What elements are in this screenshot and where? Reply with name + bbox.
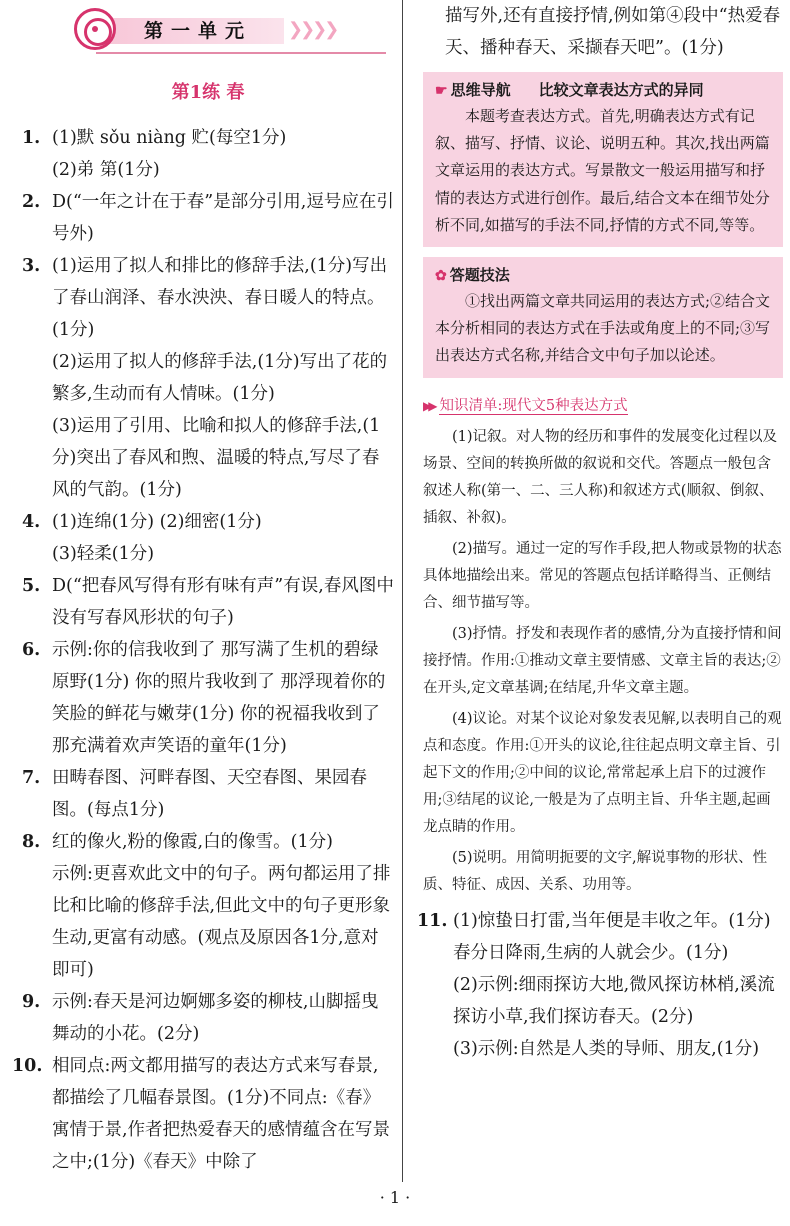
page-number: · 1 · <box>379 1188 411 1207</box>
knowledge-para: (5)说明。用简明扼要的文字,解说事物的形状、性质、特征、成因、关系、功用等。 <box>423 849 768 893</box>
double-arrow-icon: ▶▶ <box>423 398 434 413</box>
knowledge-header <box>423 394 783 418</box>
item-number: 1. <box>22 128 41 148</box>
item-number: 3. <box>22 256 41 276</box>
left-column <box>12 0 394 1178</box>
thinking-header <box>435 78 771 103</box>
thinking-topic: 比较文章表达方式的异同 <box>538 81 704 99</box>
right-column <box>417 0 783 1065</box>
item-number: 11. <box>417 910 448 931</box>
item-number: 9. <box>22 992 41 1012</box>
item-number: 8. <box>22 832 41 852</box>
item-line: (2)示例:细雨探访大地,微风探访林梢,溪流探访小草,我们探访春天。(2分) <box>453 974 775 1027</box>
item-line: 红的像火,粉的像霞,白的像雪。(1分) <box>52 832 333 852</box>
lesson-title: 第1练 春 <box>171 82 245 103</box>
knowledge-para: (1)记叙。对人物的经历和事件的发展变化过程以及场景、空间的转换所做的叙说和交代。答题点一般包含叙述人称(第一、二、三人称)和叙述方式(顺叙、倒叙、插叙、补叙)。 <box>423 428 778 526</box>
answer-item-1 <box>22 122 394 186</box>
answer-item-3 <box>22 250 394 506</box>
item-number: 6. <box>22 640 41 660</box>
target-icon <box>74 8 116 50</box>
unit-title: 第一单元 <box>144 20 253 42</box>
thinking-label: 思维导航 <box>450 81 511 99</box>
chevrons-icon: ❯❯❯❯ <box>288 19 337 40</box>
item-number: 5. <box>22 576 41 596</box>
item-line: 示例:更喜欢此文中的句子。两句都运用了排比和比喻的修辞手法,但此文中的句子更形象生动,更富有动感。(观点及原因各1分,意对即可) <box>52 864 391 980</box>
item-line: (2)弟 第(1分) <box>52 160 160 180</box>
unit-banner <box>74 8 394 60</box>
answer-item-5 <box>22 570 394 634</box>
technique-box <box>423 257 783 378</box>
answer-item-10 <box>12 1050 394 1178</box>
item-line: (3)运用了引用、比喻和拟人的修辞手法,(1分)突出了春风和煦、温暖的特点,写尽了春风的气韵。(1分) <box>52 416 381 500</box>
answer-item-11 <box>417 905 783 1065</box>
banner-underline <box>96 52 386 54</box>
answer-item-2 <box>22 186 394 250</box>
item-line: 示例:春天是河边婀娜多姿的柳枝,山脚摇曳舞动的小花。(2分) <box>52 992 379 1044</box>
answer-item-7 <box>22 762 394 826</box>
knowledge-list <box>423 424 783 899</box>
knowledge-title: 知识清单:现代文5种表达方式 <box>439 397 628 414</box>
item-line: (3)轻柔(1分) <box>52 544 155 564</box>
item-line: (1)默 sǒu niàng 贮(每空1分) <box>52 128 287 148</box>
column-divider <box>402 0 403 1182</box>
answer-item-9 <box>22 986 394 1050</box>
item-line: 示例:你的信我收到了 那写满了生机的碧绿原野(1分) 你的照片我收到了 那浮现着你的笑脸的鲜花与嫩芽(1分) 你的祝福我收到了 那充满着欢声笑语的童年(1分) <box>52 640 386 756</box>
knowledge-para: (2)描写。通过一定的写作手段,把人物或景物的状态具体地描绘出来。常见的答题点包括详略得当、正侧结合、细节描写等。 <box>423 540 782 611</box>
answer-item-6 <box>22 634 394 762</box>
thinking-box <box>423 72 783 247</box>
item-line: (1)惊蛰日打雷,当年便是丰收之年。(1分)春分日降雨,生病的人就会少。(1分) <box>453 910 771 963</box>
item-number: 10. <box>12 1056 43 1076</box>
item-number: 7. <box>22 768 41 788</box>
pointing-hand-icon: ☛ <box>435 83 448 99</box>
gears-icon: ✿ <box>435 268 447 285</box>
item-line: D(“把春风写得有形有味有声”有误,春风图中没有写春风形状的句子) <box>52 576 394 628</box>
item-line: 相同点:两文都用描写的表达方式来写春景,都描绘了几幅春景图。(1分)不同点:《春》寓情于景,作者把热爱春天的感情蕴含在写景之中;(1分)《春天》中除了 <box>52 1056 391 1172</box>
technique-header <box>435 263 771 288</box>
continued-answer: 描写外,还有直接抒情,例如第④段中“热爱春天、播种春天、采撷春天吧”。(1分) <box>445 6 781 58</box>
item-line: (2)运用了拟人的修辞手法,(1分)写出了花的繁多,生动而有人情味。(1分) <box>52 352 388 404</box>
answer-list <box>12 122 394 1178</box>
technique-body: ①找出两篇文章共同运用的表达方式;②结合文本分析相同的表达方式在手法或角度上的不同;③写出表达方式名称,并结合文中句子加以论述。 <box>435 292 771 365</box>
knowledge-para: (4)议论。对某个议论对象发表见解,以表明自己的观点和态度。作用:①开头的议论,往往起点明文章主旨、引起下文的作用;②中间的议论,常常起承上启下的过渡作用;③结尾的议论,一般是为了点明主旨、升华主题,起画龙点睛的作用。 <box>423 710 782 835</box>
item-line: (3)示例:自然是人类的导师、朋友,(1分) <box>453 1038 760 1059</box>
item-line: 田畴春图、河畔春图、天空春图、果园春图。(每点1分) <box>52 768 367 820</box>
item-line: D(“一年之计在于春”是部分引用,逗号应在引号外) <box>52 192 394 244</box>
thinking-body: 本题考查表达方式。首先,明确表达方式有记叙、描写、抒情、议论、说明五种。其次,找出两篇文章运用的表达方式。写景散文一般运用描写和抒情的表达方式进行创作。最后,结合文本在细节处分析不同,如描写的手法不同,抒情的方式不同,等等。 <box>435 107 770 234</box>
item-number: 2. <box>22 192 41 212</box>
technique-label: 答题技法 <box>449 266 510 285</box>
item-line: (1)连绵(1分) (2)细密(1分) <box>52 512 262 532</box>
knowledge-para: (3)抒情。抒发和表现作者的感情,分为直接抒情和间接抒情。作用:①推动文章主要情感、文章主旨的表达;②在开头,定文章基调;在结尾,升华文章主题。 <box>423 625 782 696</box>
answer-item-8 <box>22 826 394 986</box>
item-line: (1)运用了拟人和排比的修辞手法,(1分)写出了春山润泽、春水泱泱、春日暖人的特点。(1分) <box>52 256 388 340</box>
item-number: 4. <box>22 512 41 532</box>
answer-item-4 <box>22 506 394 570</box>
